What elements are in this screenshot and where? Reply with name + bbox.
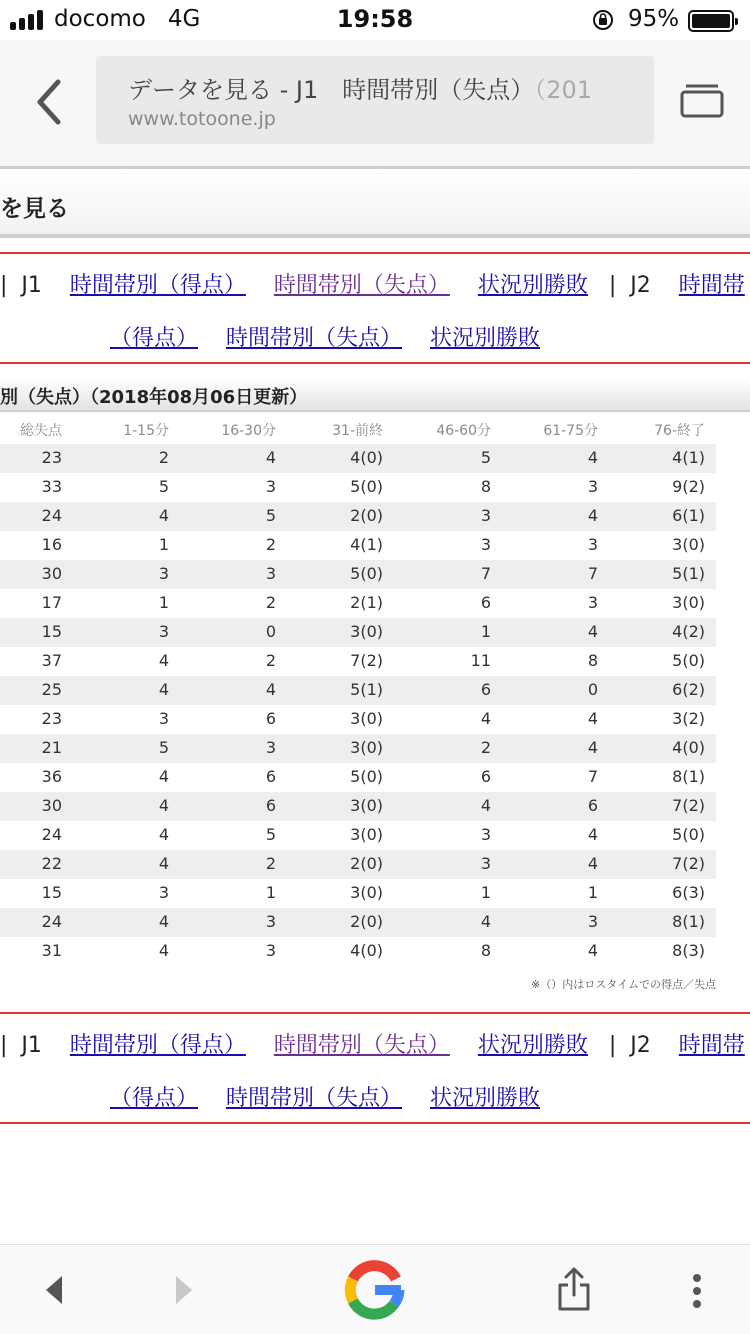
table-cell: 4 bbox=[158, 506, 169, 525]
table-cell: 3(0) bbox=[672, 535, 705, 554]
table-cell: 4 bbox=[158, 767, 169, 786]
table-cell: 4 bbox=[587, 854, 598, 873]
table-cell: 4 bbox=[158, 796, 169, 815]
link-time-scored-j2[interactable]: （得点） bbox=[110, 1086, 199, 1111]
table-cell: 2(0) bbox=[350, 854, 383, 873]
page-heading-band bbox=[0, 172, 750, 238]
table-cell: 4(0) bbox=[350, 941, 383, 960]
link-situation[interactable]: 状況別勝敗 bbox=[477, 1033, 588, 1058]
table-cell: 1 bbox=[158, 535, 169, 554]
table-cell: 4(1) bbox=[672, 448, 705, 467]
table-cell: 4 bbox=[587, 941, 598, 960]
table-cell: 4(2) bbox=[672, 622, 705, 641]
table-cell: 6 bbox=[480, 593, 491, 612]
col-header: 31-前終 bbox=[332, 423, 383, 439]
table-cell: 15 bbox=[41, 622, 62, 641]
league-label-j1: J1 bbox=[21, 273, 42, 298]
link-time-conceded[interactable]: 時間帯別（失点） bbox=[273, 273, 450, 298]
browser-header bbox=[0, 40, 750, 166]
url-text: www.totoone.jp bbox=[128, 108, 276, 130]
table-cell: 8(3) bbox=[672, 941, 705, 960]
table-cell: 8 bbox=[480, 941, 491, 960]
table-cell: 0 bbox=[587, 680, 598, 699]
link-time-conceded[interactable]: 時間帯別（失点） bbox=[273, 1033, 450, 1058]
link-situation[interactable]: 状況別勝敗 bbox=[477, 273, 588, 298]
more-icon[interactable] bbox=[690, 1273, 704, 1309]
table-cell: 3 bbox=[265, 738, 276, 757]
table-row bbox=[0, 937, 750, 966]
table-cell: 5(0) bbox=[672, 651, 705, 670]
col-header: 1-15分 bbox=[123, 423, 169, 439]
page-heading: を見る bbox=[0, 196, 69, 222]
status-time: 19:58 bbox=[336, 5, 414, 33]
address-bar[interactable] bbox=[96, 56, 654, 144]
table-cell: 2 bbox=[265, 535, 276, 554]
table-cell: 23 bbox=[41, 448, 62, 467]
league-nav-row: | J1 時間帯別（得点） 時間帯別（失点） 状況別勝敗 | J2 時間帯 bbox=[0, 273, 745, 298]
league-nav-bottom bbox=[0, 1012, 750, 1124]
table-cell: 3(0) bbox=[350, 622, 383, 641]
table-cell: 24 bbox=[41, 912, 62, 931]
back-chevron-icon[interactable] bbox=[24, 70, 74, 134]
table-cell: 2(0) bbox=[350, 506, 383, 525]
link-situation-j2[interactable]: 状況別勝敗 bbox=[430, 1086, 541, 1111]
table-cell: 5 bbox=[265, 506, 276, 525]
table-cell: 4 bbox=[587, 709, 598, 728]
table-cell: 3 bbox=[158, 709, 169, 728]
table-cell: 22 bbox=[41, 854, 62, 873]
table-cell: 3 bbox=[587, 912, 598, 931]
share-icon[interactable] bbox=[556, 1265, 592, 1313]
table-cell: 5(1) bbox=[350, 680, 383, 699]
link-time-scored[interactable]: 時間帯別（得点） bbox=[69, 273, 246, 298]
table-cell: 3 bbox=[480, 506, 491, 525]
battery-percent: 95% bbox=[628, 6, 680, 32]
table-cell: 36 bbox=[41, 767, 62, 786]
link-situation-j2[interactable]: 状況別勝敗 bbox=[430, 326, 541, 351]
table-cell: 8 bbox=[587, 651, 598, 670]
table-cell: 3 bbox=[480, 535, 491, 554]
table-cell: 5(0) bbox=[350, 564, 383, 583]
table-row bbox=[0, 618, 750, 647]
table-row bbox=[0, 676, 750, 705]
battery-icon bbox=[688, 10, 734, 32]
link-time-conceded-j2[interactable]: 時間帯別（失点） bbox=[226, 1086, 403, 1111]
table-cell: 4 bbox=[587, 506, 598, 525]
table-row bbox=[0, 531, 750, 560]
league-label-j2: J2 bbox=[630, 1033, 651, 1058]
table-cell: 6(3) bbox=[672, 883, 705, 902]
browser-toolbar bbox=[0, 1244, 750, 1334]
table-cell: 3 bbox=[158, 622, 169, 641]
table-cell: 4 bbox=[158, 651, 169, 670]
col-header: 76-終了 bbox=[654, 423, 705, 439]
table-row bbox=[0, 473, 750, 502]
header-divider bbox=[0, 166, 750, 169]
table-cell: 5 bbox=[480, 448, 491, 467]
table-row bbox=[0, 444, 750, 473]
table-cell: 4 bbox=[587, 738, 598, 757]
table-cell: 3 bbox=[587, 593, 598, 612]
table-cell: 4 bbox=[480, 912, 491, 931]
table-cell: 8(1) bbox=[672, 767, 705, 786]
table-cell: 31 bbox=[41, 941, 62, 960]
table-cell: 2 bbox=[158, 448, 169, 467]
table-cell: 4 bbox=[158, 825, 169, 844]
table-cell: 1 bbox=[587, 883, 598, 902]
table-cell: 4 bbox=[480, 709, 491, 728]
table-cell: 4(0) bbox=[350, 448, 383, 467]
table-cell: 9(2) bbox=[672, 477, 705, 496]
tabs-icon[interactable] bbox=[680, 80, 724, 120]
table-cell: 4 bbox=[480, 796, 491, 815]
table-header bbox=[0, 416, 750, 444]
table-row bbox=[0, 560, 750, 589]
table-row bbox=[0, 879, 750, 908]
table-cell: 3 bbox=[158, 564, 169, 583]
table-row bbox=[0, 908, 750, 937]
table-cell: 3(2) bbox=[672, 709, 705, 728]
table-cell: 4 bbox=[587, 622, 598, 641]
table-cell: 3(0) bbox=[350, 796, 383, 815]
table-cell: 37 bbox=[41, 651, 62, 670]
table-cell: 3 bbox=[265, 941, 276, 960]
table-row bbox=[0, 589, 750, 618]
table-cell: 5 bbox=[158, 738, 169, 757]
table-cell: 3 bbox=[265, 477, 276, 496]
table-cell: 3 bbox=[587, 535, 598, 554]
table-cell: 3 bbox=[587, 477, 598, 496]
table-cell: 7 bbox=[587, 767, 598, 786]
page-title: データを見る - J1 時間帯別（失点）（201 bbox=[128, 76, 593, 104]
col-header: 46-60分 bbox=[436, 423, 491, 439]
google-logo-icon[interactable] bbox=[344, 1259, 406, 1321]
table-cell: 0 bbox=[265, 622, 276, 641]
table-cell: 6 bbox=[480, 767, 491, 786]
injury-time-note: ※（）内はロスタイムでの得点／失点 bbox=[531, 978, 716, 991]
table-cell: 30 bbox=[41, 796, 62, 815]
col-header: 61-75分 bbox=[543, 423, 598, 439]
table-row bbox=[0, 647, 750, 676]
goals-conceded-table bbox=[0, 444, 750, 966]
table-row bbox=[0, 792, 750, 821]
status-bar bbox=[0, 0, 750, 40]
link-time-conceded-j2[interactable]: 時間帯別（失点） bbox=[226, 326, 403, 351]
table-cell: 17 bbox=[41, 593, 62, 612]
table-cell: 8(1) bbox=[672, 912, 705, 931]
table-cell: 33 bbox=[41, 477, 62, 496]
table-cell: 25 bbox=[41, 680, 62, 699]
table-cell: 2 bbox=[480, 738, 491, 757]
table-cell: 6 bbox=[480, 680, 491, 699]
table-cell: 1 bbox=[480, 622, 491, 641]
rotation-lock-icon bbox=[592, 9, 614, 31]
table-cell: 1 bbox=[265, 883, 276, 902]
link-time-scored[interactable]: 時間帯別（得点） bbox=[69, 1033, 246, 1058]
table-cell: 1 bbox=[480, 883, 491, 902]
link-time-scored-j2[interactable]: （得点） bbox=[110, 326, 199, 351]
table-cell: 7(2) bbox=[672, 796, 705, 815]
table-cell: 3 bbox=[158, 883, 169, 902]
table-section-title bbox=[0, 378, 750, 412]
table-cell: 5 bbox=[158, 477, 169, 496]
league-label-j1: J1 bbox=[21, 1033, 42, 1058]
table-row bbox=[0, 850, 750, 879]
table-cell: 5 bbox=[265, 825, 276, 844]
table-cell: 2 bbox=[265, 651, 276, 670]
table-cell: 6 bbox=[265, 796, 276, 815]
table-cell: 7(2) bbox=[672, 854, 705, 873]
table-cell: 5(0) bbox=[350, 477, 383, 496]
link-time-cut[interactable]: 時間帯 bbox=[678, 1033, 745, 1058]
table-cell: 6 bbox=[265, 709, 276, 728]
table-cell: 3 bbox=[265, 912, 276, 931]
table-cell: 6(2) bbox=[672, 680, 705, 699]
nav-forward-icon[interactable] bbox=[172, 1273, 196, 1307]
carrier-label: docomo 4G bbox=[54, 6, 201, 32]
table-cell: 3(0) bbox=[350, 709, 383, 728]
table-cell: 2 bbox=[265, 854, 276, 873]
table-cell: 30 bbox=[41, 564, 62, 583]
table-cell: 5(1) bbox=[672, 564, 705, 583]
table-row bbox=[0, 763, 750, 792]
table-row bbox=[0, 734, 750, 763]
table-cell: 6 bbox=[587, 796, 598, 815]
table-cell: 21 bbox=[41, 738, 62, 757]
col-header: 16-30分 bbox=[221, 423, 276, 439]
nav-back-icon[interactable] bbox=[42, 1273, 66, 1307]
table-cell: 6(1) bbox=[672, 506, 705, 525]
table-cell: 11 bbox=[470, 651, 491, 670]
table-cell: 4(1) bbox=[350, 535, 383, 554]
table-cell: 4(0) bbox=[672, 738, 705, 757]
table-cell: 3(0) bbox=[350, 738, 383, 757]
league-nav-row-2 bbox=[110, 1081, 540, 1112]
table-cell: 16 bbox=[41, 535, 62, 554]
league-nav-top bbox=[0, 252, 750, 364]
table-cell: 4 bbox=[265, 448, 276, 467]
table-cell: 3 bbox=[480, 854, 491, 873]
table-cell: 24 bbox=[41, 825, 62, 844]
league-label-j2: J2 bbox=[630, 273, 651, 298]
table-cell: 3 bbox=[265, 564, 276, 583]
section-title-text: 別（失点）（2018年08月06日更新） bbox=[0, 387, 308, 408]
table-cell: 4 bbox=[587, 825, 598, 844]
table-cell: 15 bbox=[41, 883, 62, 902]
table-cell: 7(2) bbox=[350, 651, 383, 670]
table-cell: 2(1) bbox=[350, 593, 383, 612]
table-cell: 3(0) bbox=[350, 883, 383, 902]
league-nav-row: | J1 時間帯別（得点） 時間帯別（失点） 状況別勝敗 | J2 時間帯 bbox=[0, 1033, 745, 1058]
table-cell: 7 bbox=[587, 564, 598, 583]
table-cell: 3(0) bbox=[672, 593, 705, 612]
table-cell: 7 bbox=[480, 564, 491, 583]
table-cell: 3 bbox=[480, 825, 491, 844]
table-cell: 3(0) bbox=[350, 825, 383, 844]
table-row bbox=[0, 705, 750, 734]
league-nav-row-2 bbox=[110, 321, 540, 352]
table-cell: 4 bbox=[265, 680, 276, 699]
table-cell: 1 bbox=[158, 593, 169, 612]
table-cell: 8 bbox=[480, 477, 491, 496]
table-cell: 2 bbox=[265, 593, 276, 612]
table-cell: 4 bbox=[587, 448, 598, 467]
table-cell: 2(0) bbox=[350, 912, 383, 931]
table-cell: 4 bbox=[158, 941, 169, 960]
table-cell: 4 bbox=[158, 912, 169, 931]
table-cell: 23 bbox=[41, 709, 62, 728]
table-cell: 4 bbox=[158, 680, 169, 699]
table-row bbox=[0, 821, 750, 850]
table-row bbox=[0, 502, 750, 531]
table-cell: 5(0) bbox=[350, 767, 383, 786]
table-cell: 5(0) bbox=[672, 825, 705, 844]
col-header: 総失点 bbox=[20, 423, 62, 439]
table-cell: 6 bbox=[265, 767, 276, 786]
table-cell: 24 bbox=[41, 506, 62, 525]
table-cell: 4 bbox=[158, 854, 169, 873]
link-time-cut[interactable]: 時間帯 bbox=[678, 273, 745, 298]
